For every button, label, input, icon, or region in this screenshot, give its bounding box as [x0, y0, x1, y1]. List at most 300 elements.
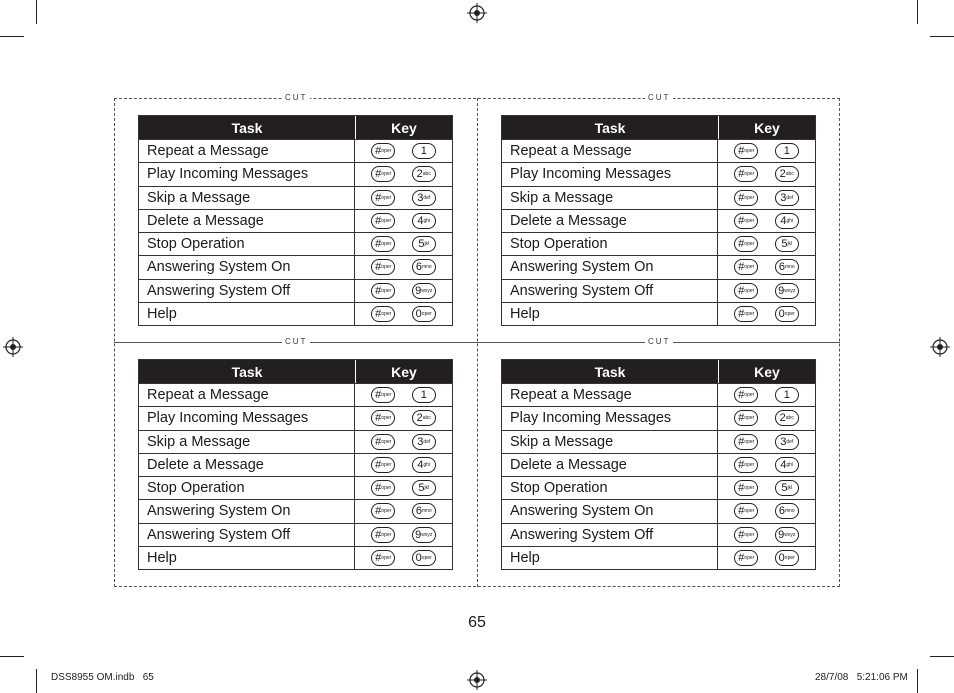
task-label: Answering System On [139, 500, 355, 522]
digit-key-icon [775, 143, 799, 159]
digit-key-icon [775, 306, 799, 322]
pound-key-icon [734, 190, 758, 206]
key-sub-label: oper [784, 310, 795, 317]
key-sub-label: oper [381, 171, 392, 178]
key-sequence [355, 187, 452, 209]
task-label: Help [502, 303, 718, 325]
key-sub-label: mno [421, 264, 432, 271]
key-sub-label: ghi [786, 217, 794, 224]
key-main-char: # [738, 482, 745, 495]
key-main-char: 3 [780, 191, 787, 204]
key-sub-label: ghi [786, 461, 794, 468]
pound-key-icon [734, 410, 758, 426]
registration-mark-icon [930, 337, 950, 357]
table-row [139, 279, 452, 302]
key-main-char: # [375, 307, 382, 320]
key-main-char: 9 [415, 284, 422, 297]
pound-key-icon [371, 527, 395, 543]
digit-key-icon [412, 550, 436, 566]
table-header [502, 116, 815, 139]
key-sub-label: oper [381, 531, 392, 538]
key-main-char: # [375, 168, 382, 181]
table-row [139, 139, 452, 162]
pound-key-icon [734, 503, 758, 519]
key-sequence [355, 477, 452, 499]
digit-key-icon [412, 387, 436, 403]
key-main-char: 0 [778, 307, 785, 320]
key-main-char: # [738, 528, 745, 541]
key-sub-label: oper [744, 508, 755, 515]
registration-mark-icon [3, 337, 23, 357]
table-row [502, 139, 815, 162]
task-label: Stop Operation [139, 477, 355, 499]
key-main-char: 1 [783, 389, 790, 402]
task-label: Answering System On [139, 256, 355, 278]
key-sub-label: oper [744, 438, 755, 445]
key-sub-label: oper [744, 310, 755, 317]
pound-key-icon [371, 457, 395, 473]
digit-key-icon [412, 410, 436, 426]
key-main-char: # [738, 389, 745, 402]
pound-key-icon [734, 143, 758, 159]
table-header [139, 360, 452, 383]
table-row [139, 453, 452, 476]
key-main-char: 2 [779, 412, 786, 425]
key-sub-label: ghi [423, 217, 431, 224]
registration-mark-icon [467, 670, 487, 690]
key-sub-label: oper [744, 241, 755, 248]
key-sub-label: mno [421, 508, 432, 515]
column-header-task: Task [139, 360, 356, 383]
task-label: Skip a Message [139, 187, 355, 209]
key-sub-label: oper [381, 438, 392, 445]
pound-key-icon [371, 190, 395, 206]
key-main-char: # [375, 238, 382, 251]
table-row [502, 499, 815, 522]
pound-key-icon [734, 457, 758, 473]
task-label: Skip a Message [502, 187, 718, 209]
key-sequence [355, 407, 452, 429]
key-sub-label: jkl [424, 485, 430, 492]
pound-key-icon [371, 259, 395, 275]
digit-key-icon [775, 236, 799, 252]
footer-file-page: 65 [142, 672, 154, 683]
task-label: Repeat a Message [502, 140, 718, 162]
key-sub-label: def [423, 438, 431, 445]
key-main-char: 0 [415, 307, 422, 320]
key-sub-label: oper [744, 461, 755, 468]
task-label: Delete a Message [139, 454, 355, 476]
key-main-char: # [738, 435, 745, 448]
task-label: Help [502, 547, 718, 569]
pound-key-icon [371, 503, 395, 519]
table-row [502, 279, 815, 302]
key-sub-label: wxyz [784, 287, 796, 294]
digit-key-icon [412, 457, 436, 473]
key-main-char: # [738, 505, 745, 518]
key-main-char: 6 [778, 261, 785, 274]
table-row [502, 383, 815, 406]
digit-key-icon [775, 434, 799, 450]
column-header-key: Key [391, 119, 417, 136]
crop-mark [930, 36, 954, 37]
key-sub-label: mno [784, 508, 795, 515]
key-sub-label: abc [422, 415, 431, 422]
key-sequence [355, 547, 452, 569]
column-header-task: Task [502, 116, 719, 139]
digit-key-icon [775, 190, 799, 206]
key-sub-label: oper [381, 217, 392, 224]
table-row [139, 232, 452, 255]
key-main-char: 4 [780, 458, 787, 471]
key-sub-label: wxyz [421, 531, 433, 538]
key-main-char: 3 [417, 191, 424, 204]
pound-key-icon [371, 236, 395, 252]
crop-mark [36, 0, 37, 24]
key-sub-label: oper [744, 392, 755, 399]
key-sub-label: oper [381, 148, 392, 155]
key-main-char: # [375, 261, 382, 274]
key-sub-label: oper [381, 264, 392, 271]
key-main-char: 5 [418, 482, 425, 495]
key-sequence [718, 500, 815, 522]
crop-mark [0, 656, 24, 657]
cut-label: CUT [282, 93, 310, 102]
task-label: Stop Operation [139, 233, 355, 255]
key-sub-label: oper [381, 194, 392, 201]
pound-key-icon [734, 527, 758, 543]
pound-key-icon [734, 259, 758, 275]
task-label: Answering System Off [139, 280, 355, 302]
key-main-char: 6 [778, 505, 785, 518]
footer-timestamp: 28/7/08 5:21:06 PM [815, 672, 908, 683]
column-header-key: Key [391, 363, 417, 380]
key-sequence [718, 547, 815, 569]
key-main-char: # [375, 145, 382, 158]
key-main-char: # [375, 214, 382, 227]
key-sub-label: oper [744, 485, 755, 492]
key-main-char: # [738, 168, 745, 181]
key-main-char: 6 [415, 261, 422, 274]
key-sub-label: oper [744, 531, 755, 538]
digit-key-icon [412, 259, 436, 275]
table-row [139, 523, 452, 546]
key-main-char: # [375, 284, 382, 297]
digit-key-icon [412, 480, 436, 496]
pound-key-icon [734, 480, 758, 496]
key-sub-label: oper [381, 287, 392, 294]
key-main-char: # [738, 261, 745, 274]
task-label: Skip a Message [502, 431, 718, 453]
key-sequence [355, 500, 452, 522]
task-label: Answering System On [502, 256, 718, 278]
key-main-char: 9 [415, 528, 422, 541]
task-label: Repeat a Message [139, 384, 355, 406]
key-sequence [718, 384, 815, 406]
table-row [139, 430, 452, 453]
digit-key-icon [775, 166, 799, 182]
key-main-char: 4 [417, 458, 424, 471]
digit-key-icon [412, 236, 436, 252]
table-row [139, 546, 452, 569]
table-row [139, 302, 452, 325]
digit-key-icon [412, 213, 436, 229]
key-sub-label: wxyz [421, 287, 433, 294]
key-main-char: 5 [781, 238, 788, 251]
key-sequence [718, 187, 815, 209]
table-row [502, 453, 815, 476]
task-label: Stop Operation [502, 233, 718, 255]
task-label: Delete a Message [502, 454, 718, 476]
digit-key-icon [412, 166, 436, 182]
footer-file-name: DSS8955 OM.indb [51, 672, 135, 683]
task-label: Repeat a Message [139, 140, 355, 162]
key-sub-label: oper [744, 287, 755, 294]
table-header [502, 360, 815, 383]
cut-label: CUT [282, 337, 310, 346]
key-sequence [718, 454, 815, 476]
pound-key-icon [371, 480, 395, 496]
pound-key-icon [734, 283, 758, 299]
key-main-char: # [375, 528, 382, 541]
key-sequence [355, 256, 452, 278]
key-sub-label: oper [744, 415, 755, 422]
task-label: Answering System On [502, 500, 718, 522]
key-sub-label: oper [381, 485, 392, 492]
key-sequence [718, 407, 815, 429]
key-sub-label: abc [422, 171, 431, 178]
key-main-char: 3 [780, 435, 787, 448]
key-sub-label: oper [744, 217, 755, 224]
pound-key-icon [734, 166, 758, 182]
key-main-char: 2 [779, 168, 786, 181]
key-sub-label: oper [744, 554, 755, 561]
key-sub-label: wxyz [784, 531, 796, 538]
pound-key-icon [371, 213, 395, 229]
key-main-char: # [375, 505, 382, 518]
table-row [139, 383, 452, 406]
key-sub-label: abc [785, 415, 794, 422]
key-sub-label: oper [381, 461, 392, 468]
key-main-char: # [375, 389, 382, 402]
key-main-char: # [738, 214, 745, 227]
key-main-char: 3 [417, 435, 424, 448]
key-main-char: 4 [417, 214, 424, 227]
key-main-char: 0 [778, 551, 785, 564]
pound-key-icon [371, 550, 395, 566]
key-sub-label: oper [744, 194, 755, 201]
pound-key-icon [371, 306, 395, 322]
key-main-char: # [375, 191, 382, 204]
digit-key-icon [775, 550, 799, 566]
column-header-task: Task [502, 360, 719, 383]
key-sub-label: abc [785, 171, 794, 178]
key-sub-label: oper [744, 171, 755, 178]
pound-key-icon [734, 213, 758, 229]
key-sub-label: oper [381, 241, 392, 248]
table-row [502, 162, 815, 185]
column-header-key: Key [754, 363, 780, 380]
crop-mark [917, 669, 918, 693]
key-main-char: # [738, 284, 745, 297]
key-main-char: # [738, 412, 745, 425]
key-main-char: # [738, 307, 745, 320]
key-sub-label: oper [784, 554, 795, 561]
table-row [502, 232, 815, 255]
key-sub-label: oper [381, 415, 392, 422]
digit-key-icon [775, 283, 799, 299]
key-sub-label: oper [744, 264, 755, 271]
task-label: Play Incoming Messages [139, 407, 355, 429]
key-sequence [718, 303, 815, 325]
key-sub-label: mno [784, 264, 795, 271]
footer-file-info [51, 672, 154, 683]
task-key-card [138, 359, 453, 570]
key-sub-label: def [786, 438, 794, 445]
digit-key-icon [775, 410, 799, 426]
key-main-char: # [738, 238, 745, 251]
task-key-card [501, 359, 816, 570]
task-label: Play Incoming Messages [502, 163, 718, 185]
digit-key-icon [412, 190, 436, 206]
task-label: Answering System Off [139, 524, 355, 546]
key-sequence [718, 524, 815, 546]
cut-label: CUT [645, 93, 673, 102]
pound-key-icon [734, 387, 758, 403]
key-sequence [355, 431, 452, 453]
pound-key-icon [371, 283, 395, 299]
key-sequence [718, 210, 815, 232]
key-main-char: 1 [420, 145, 427, 158]
digit-key-icon [775, 457, 799, 473]
digit-key-icon [775, 213, 799, 229]
task-label: Help [139, 547, 355, 569]
key-sub-label: jkl [787, 241, 793, 248]
key-main-char: # [375, 551, 382, 564]
key-sequence [355, 140, 452, 162]
table-row [139, 255, 452, 278]
key-sub-label: oper [381, 310, 392, 317]
crop-mark [917, 0, 918, 24]
key-main-char: # [738, 145, 745, 158]
key-main-char: # [738, 551, 745, 564]
key-sub-label: def [423, 194, 431, 201]
key-main-char: # [738, 191, 745, 204]
key-sequence [718, 233, 815, 255]
key-sequence [718, 140, 815, 162]
digit-key-icon [775, 480, 799, 496]
key-sub-label: oper [381, 508, 392, 515]
key-sequence [355, 163, 452, 185]
key-sequence [355, 210, 452, 232]
key-main-char: 2 [416, 168, 423, 181]
crop-mark [930, 656, 954, 657]
table-header [139, 116, 452, 139]
table-row [139, 209, 452, 232]
task-label: Play Incoming Messages [502, 407, 718, 429]
key-main-char: 9 [778, 284, 785, 297]
key-sequence [718, 163, 815, 185]
column-header-task: Task [139, 116, 356, 139]
key-main-char: 9 [778, 528, 785, 541]
table-row [139, 476, 452, 499]
pound-key-icon [371, 387, 395, 403]
digit-key-icon [412, 143, 436, 159]
key-sequence [355, 454, 452, 476]
pound-key-icon [371, 143, 395, 159]
table-row [139, 162, 452, 185]
key-main-char: 2 [416, 412, 423, 425]
task-label: Answering System Off [502, 524, 718, 546]
table-row [139, 499, 452, 522]
key-sub-label: def [786, 194, 794, 201]
registration-mark-icon [467, 3, 487, 23]
digit-key-icon [412, 434, 436, 450]
task-label: Skip a Message [139, 431, 355, 453]
table-row [502, 255, 815, 278]
cut-label: CUT [645, 337, 673, 346]
table-row [502, 406, 815, 429]
digit-key-icon [412, 306, 436, 322]
task-label: Delete a Message [502, 210, 718, 232]
pound-key-icon [734, 306, 758, 322]
key-main-char: # [375, 412, 382, 425]
task-label: Play Incoming Messages [139, 163, 355, 185]
key-sequence [718, 256, 815, 278]
cut-line-horizontal [114, 342, 840, 343]
digit-key-icon [412, 283, 436, 299]
key-sub-label: jkl [424, 241, 430, 248]
task-label: Stop Operation [502, 477, 718, 499]
task-label: Repeat a Message [502, 384, 718, 406]
key-sub-label: oper [381, 392, 392, 399]
key-main-char: # [375, 435, 382, 448]
key-sequence [718, 431, 815, 453]
pound-key-icon [371, 166, 395, 182]
key-main-char: 1 [420, 389, 427, 402]
table-row [502, 476, 815, 499]
key-sequence [355, 384, 452, 406]
key-sub-label: oper [744, 148, 755, 155]
key-sub-label: oper [381, 554, 392, 561]
table-row [502, 186, 815, 209]
digit-key-icon [775, 259, 799, 275]
key-main-char: 5 [418, 238, 425, 251]
task-key-card [501, 115, 816, 326]
key-sequence [355, 524, 452, 546]
key-main-char: 4 [780, 214, 787, 227]
key-main-char: # [738, 458, 745, 471]
digit-key-icon [412, 527, 436, 543]
task-label: Answering System Off [502, 280, 718, 302]
pound-key-icon [371, 434, 395, 450]
key-main-char: 6 [415, 505, 422, 518]
table-row [502, 430, 815, 453]
key-main-char: # [375, 458, 382, 471]
page-number: 65 [468, 614, 486, 631]
digit-key-icon [775, 503, 799, 519]
key-sequence [355, 233, 452, 255]
key-sequence [355, 280, 452, 302]
table-row [139, 186, 452, 209]
key-main-char: 1 [783, 145, 790, 158]
key-sequence [718, 477, 815, 499]
crop-mark [0, 36, 24, 37]
table-row [139, 406, 452, 429]
pound-key-icon [371, 410, 395, 426]
key-main-char: 0 [415, 551, 422, 564]
digit-key-icon [412, 503, 436, 519]
